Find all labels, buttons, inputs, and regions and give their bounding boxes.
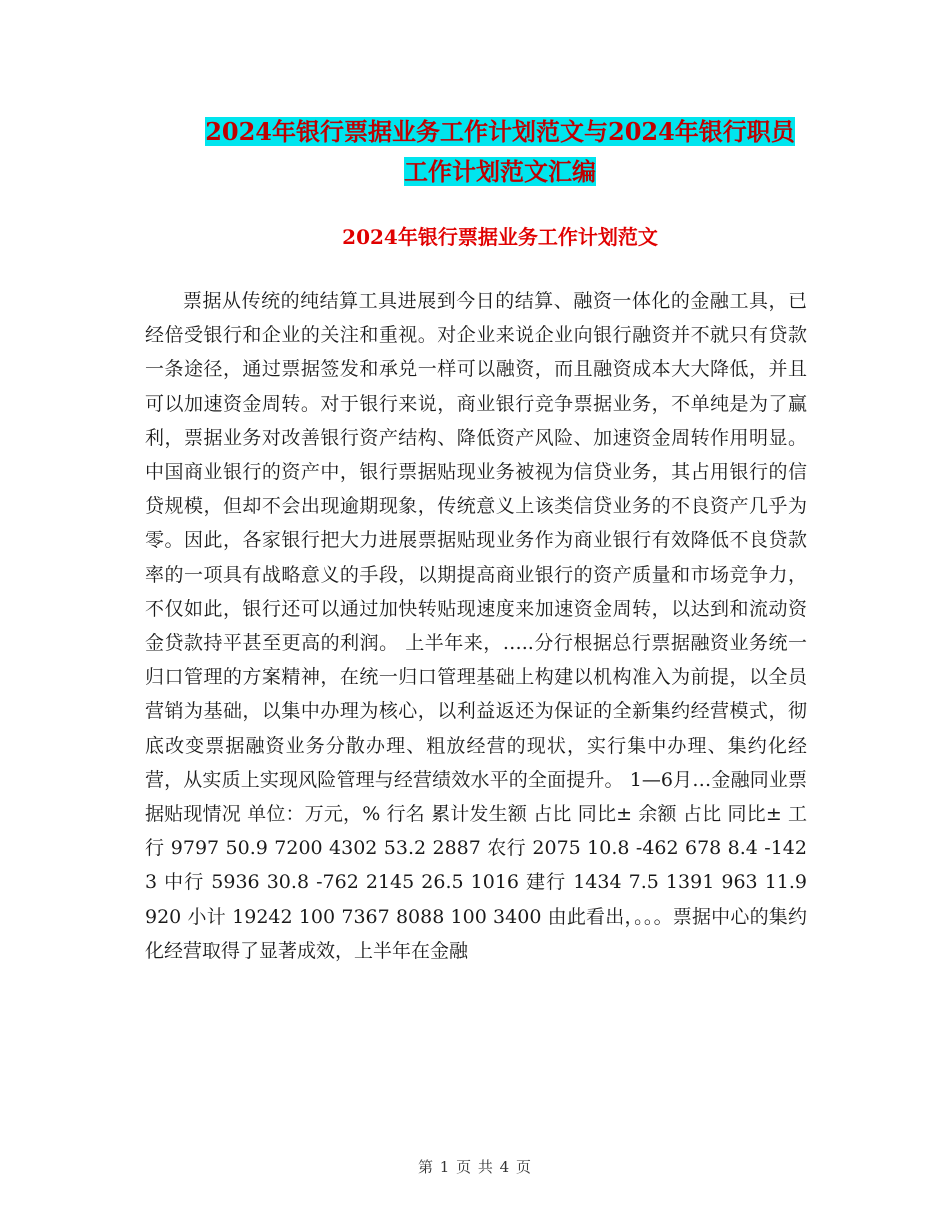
page-footer [0,1156,950,1177]
page-number: 第 1 页 共 4 页 [418,1158,532,1176]
document-title [140,112,860,192]
section-title: 2024年银行票据业务工作计划范文 [342,225,658,249]
document-title-line-1: 2024年银行票据业务工作计划范文与2024年银行职员 [205,117,795,146]
document-title-line-2: 工作计划范文汇编 [404,157,596,186]
body-paragraph: 票据从传统的纯结算工具进展到今日的结算、融资一体化的金融工具，已经倍受银行和企业的关注和重视。对企业来说企业向银行融资并不就只有贷款一条途径，通过票据签发和承兑一样可以融资，而且融资成本大大降低，并且可以加速资金周转。对于银行来说，商业银行竞争票据业务，不单纯是为了赢利，票据业务对改善银行资产结构、降低资产风险、加速资金周转作用明显。中国商业银行的资产中，银行票据贴现业务被视为信贷业务，其占用银行的信贷规模，但却不会出现逾期现象，传统意义上该类信贷业务的不良资产几乎为零。因此，各家银行把大力进展票据贴现业务作为商业银行有效降低不良贷款率的一项具有战略意义的手段，以期提高商业银行的资产质量和市场竞争力，不仅如此，银行还可以通过加快转贴现速度来加速资金周转，以达到和流动资金贷款持平甚至更高的利润。 上半年来，…..分行根据总行票据融资业务统一归口管理的方案精神，在统一归口管理基础上构建以机构准入为前提，以全员营销为基础，以集中办理为核心，以利益返还为保证的全新集约经营模式，彻底改变票据融资业务分散办理、粗放经营的现状，实行集中办理、集约化经营，从实质上实现风险管理与经营绩效水平的全面提升。 1—6月…金融同业票据贴现情况 单位：万元，% 行名 累计发生额 占比 同比± 余额 占比 同比± 工行 9797 50.9 7200 4302 53.2 2887 农行 2075 10.8 -462 678 8.4 -1423 中行 5936 30.8 -762 2145 26.5 1016 建行 1434 7.5 1391 963 11.9 920 小计 19242 100 7367 8088 100 3400 由此看出，。。。票据中心的集约化经营取得了显著成效，上半年在金融 [145,290,807,962]
